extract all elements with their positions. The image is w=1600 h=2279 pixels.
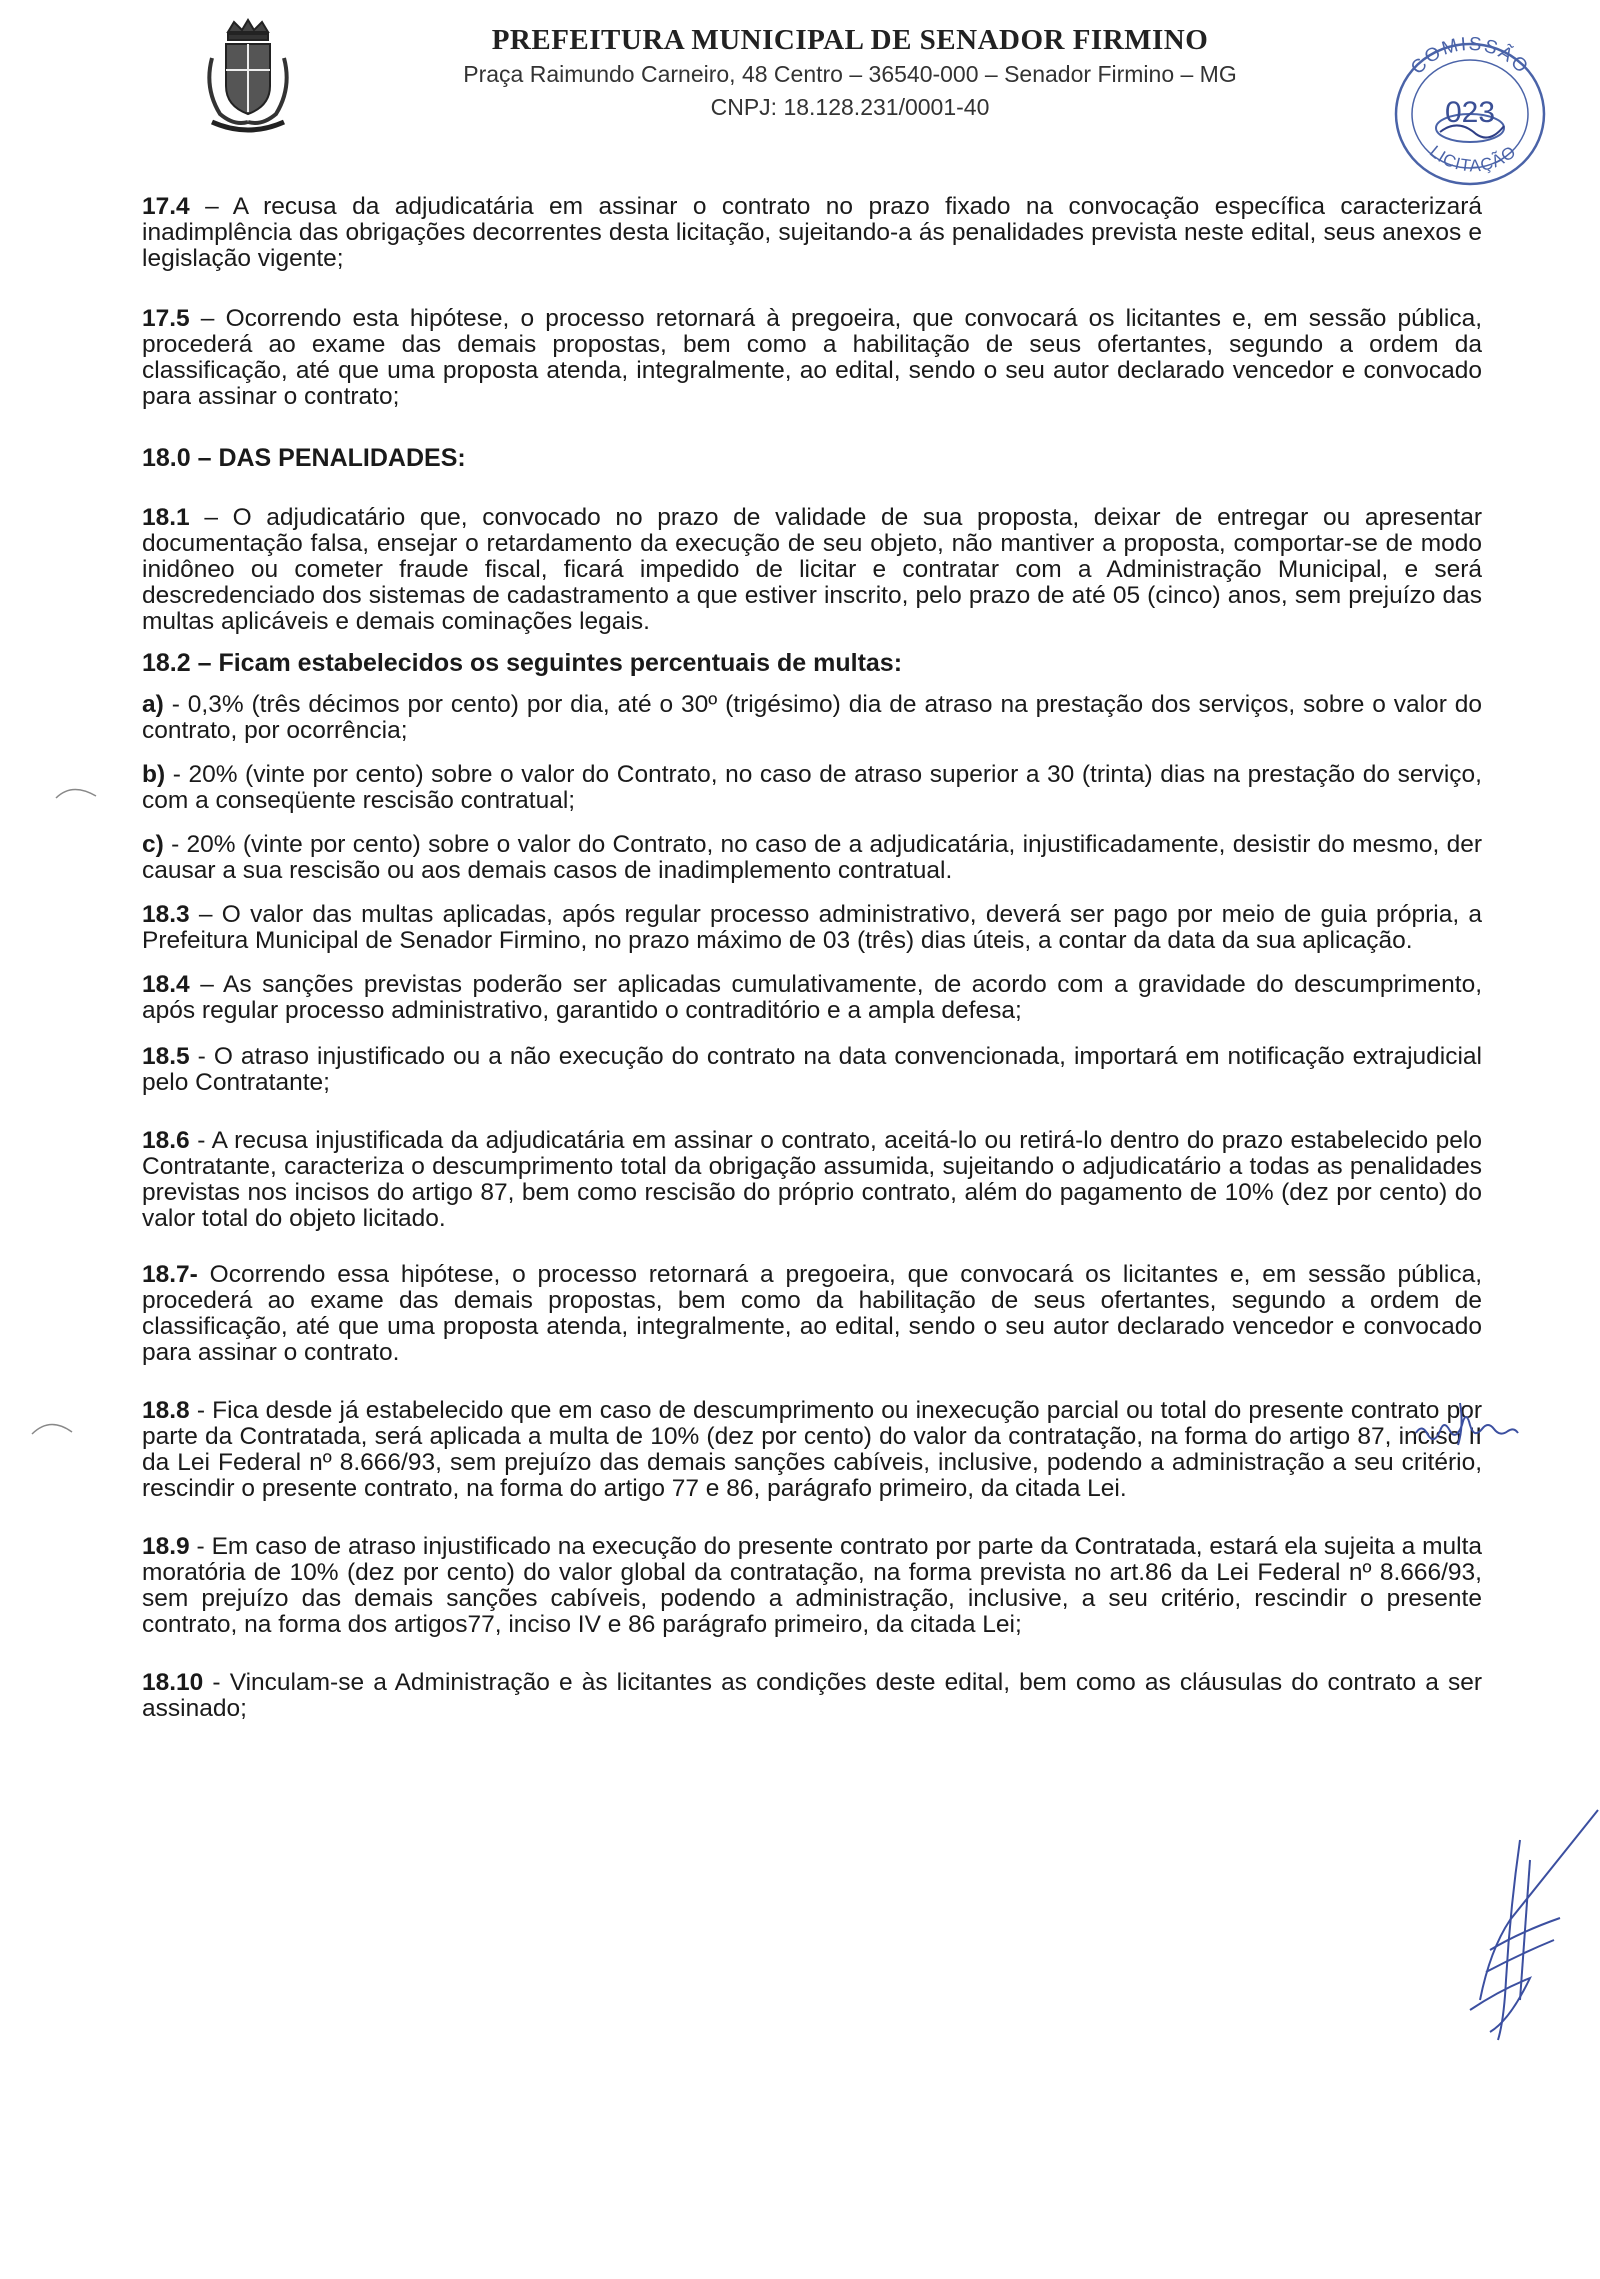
clause-separator: –	[189, 305, 226, 332]
clause-paragraph	[142, 306, 1482, 410]
clause-separator	[198, 1261, 210, 1288]
clause-number: 18.6	[142, 1127, 190, 1154]
clause-number: 18.5	[142, 1043, 190, 1070]
clause-number: 18.3	[142, 901, 190, 928]
clause-text: As sanções previstas poderão ser aplicadas cumulativamente, de acordo com a gravidade do descumprimento, após regular processo administrativo, garantido o contraditório e a ampla defesa;	[142, 971, 1482, 1024]
municipality-address: Praça Raimundo Carneiro, 48 Centro – 36540-000 – Senador Firmino – MG	[463, 61, 1237, 87]
clause-separator: -	[189, 1397, 213, 1424]
clause-number: 18.8	[142, 1397, 190, 1424]
scan-mark	[52, 778, 102, 808]
clause-text: O adjudicatário que, convocado no prazo de validade de sua proposta, deixar de entregar ou apresentar documentação falsa, ensejar o retardamento da execução de seu objeto, não mantiver a proposta, comportar-se de modo inidôneo ou cometer fraude fiscal, ficará impedido de licitar e contratar com a Administração Municipal, e será descredenciado dos sistemas de cadastramento a que estiver inscrito, pelo prazo de até 05 (cinco) anos, sem prejuízo das multas aplicáveis e demais cominações legais.	[142, 504, 1482, 635]
clause-number: 18.1	[142, 504, 190, 531]
stamp-bottom-text: LICITAÇÃO	[1425, 141, 1521, 176]
handwritten-rubric	[1412, 1395, 1522, 1450]
document-body	[142, 170, 1482, 1722]
clause-paragraph	[142, 1128, 1482, 1232]
stamp-number: 023	[1444, 96, 1496, 129]
municipality-name: PREFEITURA MUNICIPAL DE SENADOR FIRMINO	[491, 24, 1209, 56]
clause-paragraph	[142, 762, 1482, 814]
municipality-cnpj: CNPJ: 18.128.231/0001-40	[710, 94, 990, 120]
clause-separator: -	[163, 831, 187, 858]
clause-paragraph	[142, 194, 1482, 272]
clause-text: Fica desde já estabelecido que em caso de descumprimento ou inexecução parcial ou total do presente contrato por parte da Contratada, será aplicada a multa de 10% (dez por cento) do valor da contratação, na forma do artigo 87, inciso II da Lei Federal nº 8.666/93, sem prejuízo das demais sanções cabíveis, inclusive, podendo a administração a seu critério, rescindir o presente contrato, na forma do artigo 77 e 86, parágrafo primeiro, da citada Lei.	[142, 1397, 1482, 1502]
clause-number: 17.4	[142, 193, 190, 220]
clause-number: 18.7-	[142, 1261, 198, 1288]
scan-mark	[28, 1412, 78, 1442]
clause-separator: –	[189, 193, 233, 220]
municipal-crest-icon	[198, 18, 298, 138]
clause-separator: –	[189, 971, 224, 998]
clause-paragraph	[142, 902, 1482, 954]
commission-stamp	[1378, 22, 1563, 192]
clause-number: 17.5	[142, 305, 190, 332]
clause-number: a)	[142, 691, 164, 718]
clause-separator: -	[189, 1043, 214, 1070]
clause-paragraph	[142, 692, 1482, 744]
clause-paragraph	[142, 1044, 1482, 1096]
clause-text: Ocorrendo esta hipótese, o processo retornará à pregoeira, que convocará os licitantes e, em sessão pública, procederá ao exame das demais propostas, bem como a habilitação de seus ofertantes, segundo a ordem da classificação, até que uma proposta atenda, integralmente, ao edital, sendo o seu autor declarado vencedor e convocado para assinar o contrato;	[142, 305, 1482, 410]
clause-paragraph	[142, 505, 1482, 635]
stamp-top-text: COMISSÃO	[1406, 33, 1534, 79]
clause-separator: -	[203, 1669, 230, 1696]
clause-separator: –	[189, 504, 233, 531]
clause-text: O atraso injustificado ou a não execução do contrato na data convencionada, importará em notificação extrajudicial pelo Contratante;	[142, 1043, 1482, 1096]
clause-number: b)	[142, 761, 166, 788]
section-heading: 18.0 – DAS PENALIDADES:	[142, 444, 466, 472]
clause-text: Vinculam-se a Administração e às licitantes as condições deste edital, bem como as cláusulas do contrato a ser assinado;	[142, 1669, 1482, 1722]
clause-number: 18.9	[142, 1533, 190, 1560]
clause-paragraph	[142, 1262, 1482, 1366]
handwritten-signature	[1450, 1800, 1600, 2050]
clause-paragraph	[142, 972, 1482, 1024]
clause-paragraph	[142, 1534, 1482, 1638]
clause-text: A recusa injustificada da adjudicatária em assinar o contrato, aceitá-lo ou retirá-lo dentro do prazo estabelecido pelo Contratante, caracteriza o descumprimento total da obrigação assumida, sujeitando o adjudicatário a todas as penalidades previstas nos incisos do artigo 87, bem como rescisão do próprio contrato, além do pagamento de 10% (dez por cento) do valor total do objeto licitado.	[142, 1127, 1482, 1232]
clause-text: 20% (vinte por cento) sobre o valor do Contrato, no caso de atraso superior a 30 (trinta) dias na prestação do serviço, com a conseqüente rescisão contratual;	[142, 761, 1482, 814]
clause-paragraph	[142, 832, 1482, 884]
section-heading: 18.2 – Ficam estabelecidos os seguintes percentuais de multas:	[142, 649, 903, 677]
clause-number: c)	[142, 831, 164, 858]
clause-separator: –	[189, 901, 222, 928]
clause-text: O valor das multas aplicadas, após regular processo administrativo, deverá ser pago por meio de guia própria, a Prefeitura Municipal de Senador Firmino, no prazo máximo de 03 (três) dias úteis, a contar da data da sua aplicação.	[142, 901, 1482, 954]
clause-text: A recusa da adjudicatária em assinar o contrato no prazo fixado na convocação específica caracterizará inadimplência das obrigações decorrentes desta licitação, sujeitando-a ás penalidades prevista neste edital, seus anexos e legislação vigente;	[142, 193, 1483, 272]
clause-separator: -	[189, 1127, 212, 1154]
clause-separator: -	[189, 1533, 212, 1560]
letterhead	[320, 24, 1380, 121]
clause-number: 18.10	[142, 1669, 204, 1696]
clause-text: Ocorrendo essa hipótese, o processo retornará a pregoeira, que convocará os licitantes e, em sessão pública, procederá ao exame das demais propostas, bem como da habilitação de seus ofertantes, segundo a ordem de classificação, até que uma proposta atenda, integralmente, ao edital, sendo o seu autor declarado vencedor e convocado para assinar o contrato.	[142, 1261, 1482, 1366]
clause-separator: -	[163, 691, 188, 718]
clause-text: 20% (vinte por cento) sobre o valor do Contrato, no caso de a adjudicatária, injustificadamente, desistir do mesmo, der causar a sua rescisão ou aos demais casos de inadimplemento contratual.	[142, 831, 1482, 884]
clause-separator: -	[165, 761, 189, 788]
clause-number: 18.4	[142, 971, 190, 998]
clause-text: 0,3% (três décimos por cento) por dia, até o 30º (trigésimo) dia de atraso na prestação dos serviços, sobre o valor do contrato, por ocorrência;	[142, 691, 1482, 744]
clause-text: Em caso de atraso injustificado na execução do presente contrato por parte da Contratada, estará ela sujeita a multa moratória de 10% (dez por cento) do valor global da contratação, na forma prevista no art.86 da Lei Federal nº 8.666/93, sem prejuízo das demais sanções cabíveis, podendo a administração, inclusive, a seu critério, rescindir o presente contrato, na forma dos artigos77, inciso IV e 86 parágrafo primeiro, da citada Lei;	[142, 1533, 1483, 1638]
clause-paragraph	[142, 1398, 1482, 1502]
clause-paragraph	[142, 1670, 1482, 1722]
